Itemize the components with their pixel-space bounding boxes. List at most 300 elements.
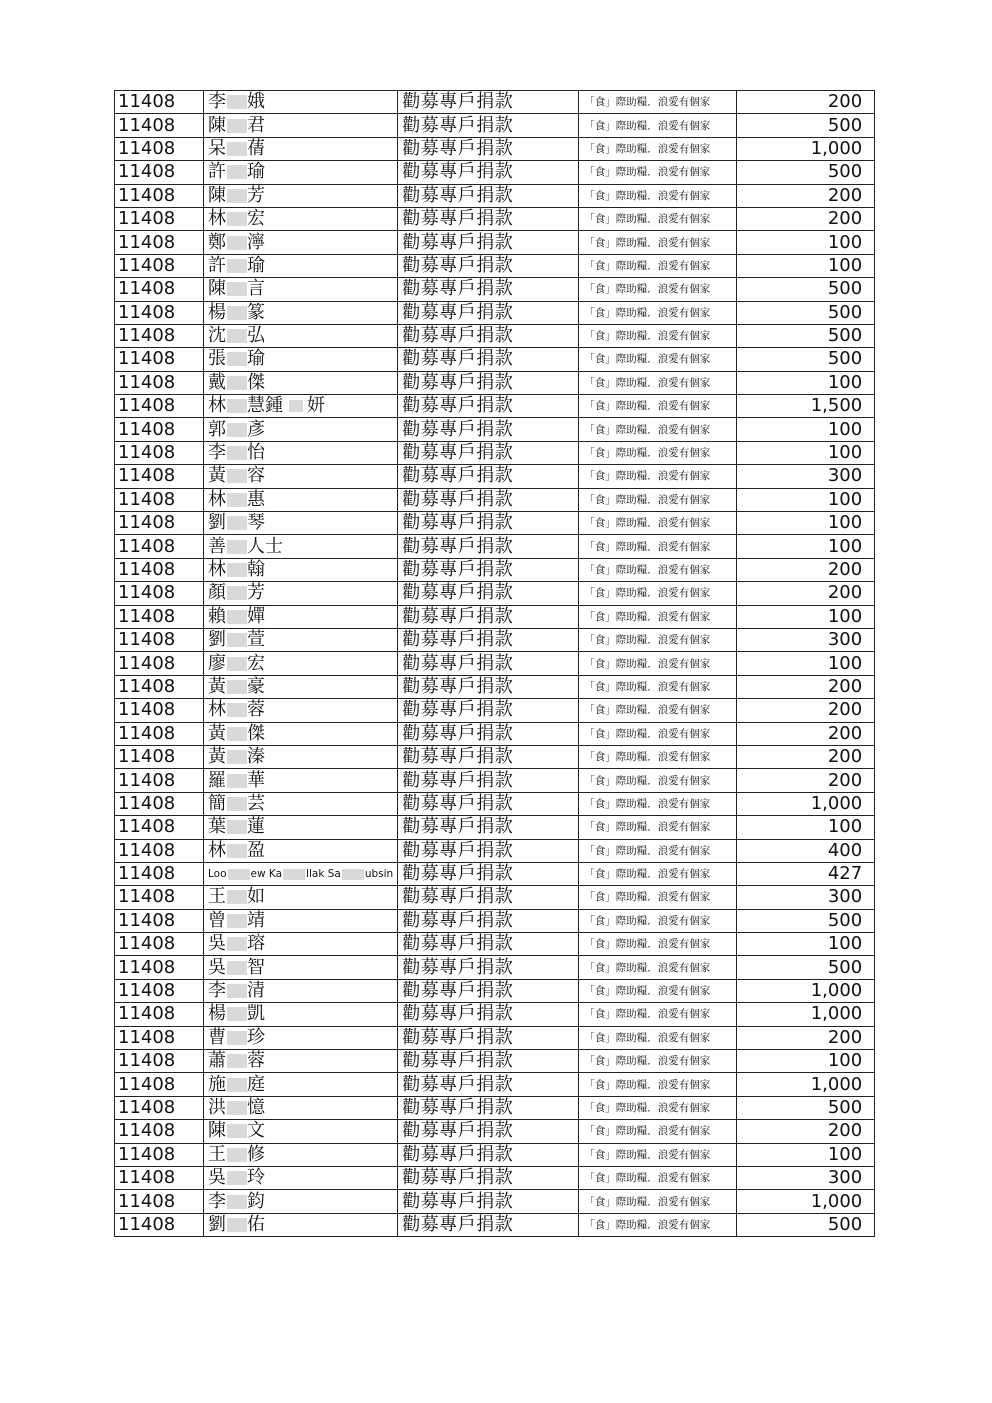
period-cell: 11408 xyxy=(115,1003,204,1026)
donor-surname: 林 xyxy=(208,699,226,721)
period-cell: 11408 xyxy=(115,909,204,932)
donation-type-cell: 勸募專戶捐款 xyxy=(398,745,579,768)
donation-purpose-cell: 「食」際助糧．浪愛有個家 xyxy=(579,231,737,254)
amount-cell: 200 xyxy=(737,1120,875,1143)
redaction-mask xyxy=(227,1195,247,1209)
donor-given-name: 芸 xyxy=(247,792,265,814)
redaction-mask xyxy=(227,1078,247,1092)
donation-purpose-cell: 「食」際助糧．浪愛有個家 xyxy=(579,1143,737,1166)
table-row xyxy=(115,933,875,956)
amount-cell: 400 xyxy=(737,839,875,862)
amount-cell: 300 xyxy=(737,465,875,488)
redaction-mask xyxy=(227,1171,247,1185)
amount-cell: 1,000 xyxy=(737,792,875,815)
donor-name-cell xyxy=(204,1026,398,1049)
donor-surname: 郭 xyxy=(208,418,226,440)
redaction-mask xyxy=(227,1054,247,1068)
donation-type-cell: 勸募專戶捐款 xyxy=(398,722,579,745)
amount-cell: 100 xyxy=(737,371,875,394)
donation-type-cell: 勸募專戶捐款 xyxy=(398,792,579,815)
amount-cell: 200 xyxy=(737,91,875,114)
donation-type-cell: 勸募專戶捐款 xyxy=(398,114,579,137)
donor-name-cell xyxy=(204,137,398,160)
donor-surname: 鄭 xyxy=(208,231,226,253)
redaction-mask xyxy=(227,703,247,717)
donation-purpose-cell: 「食」際助糧．浪愛有個家 xyxy=(579,558,737,581)
donor-surname: 黃 xyxy=(208,465,226,487)
donor-given-name: 溱 xyxy=(247,746,265,768)
donor-name-cell xyxy=(204,582,398,605)
donor-surname: 顏 xyxy=(208,582,226,604)
period-cell: 11408 xyxy=(115,558,204,581)
donation-type-cell: 勸募專戶捐款 xyxy=(398,254,579,277)
redaction-mask xyxy=(227,563,247,577)
donor-surname: 蕭 xyxy=(208,1050,226,1072)
donor-given-name: 蓉 xyxy=(247,699,265,721)
donation-purpose-cell: 「食」際助糧．浪愛有個家 xyxy=(579,582,737,605)
period-cell: 11408 xyxy=(115,231,204,254)
donor-name-cell xyxy=(204,535,398,558)
period-cell: 11408 xyxy=(115,535,204,558)
donor-given-name-extra: 妍 xyxy=(307,395,325,417)
table-row xyxy=(115,114,875,137)
donation-type-cell: 勸募專戶捐款 xyxy=(398,465,579,488)
table-row xyxy=(115,816,875,839)
amount-cell: 100 xyxy=(737,1143,875,1166)
table-row xyxy=(115,745,875,768)
period-cell: 11408 xyxy=(115,979,204,1002)
period-cell: 11408 xyxy=(115,207,204,230)
period-cell: 11408 xyxy=(115,278,204,301)
period-cell: 11408 xyxy=(115,465,204,488)
amount-cell: 500 xyxy=(737,1213,875,1236)
donor-surname: 張 xyxy=(208,348,226,370)
donor-surname: 簡 xyxy=(208,792,226,814)
amount-cell: 300 xyxy=(737,886,875,909)
donor-name-cell xyxy=(204,1050,398,1073)
donor-surname: 陳 xyxy=(208,184,226,206)
donation-purpose-cell: 「食」際助糧．浪愛有個家 xyxy=(579,488,737,511)
redaction-mask xyxy=(227,165,247,179)
donor-name-cell xyxy=(204,956,398,979)
redaction-mask xyxy=(227,352,247,366)
donor-surname: 劉 xyxy=(208,512,226,534)
donation-purpose-cell: 「食」際助糧．浪愛有個家 xyxy=(579,745,737,768)
donation-type-cell: 勸募專戶捐款 xyxy=(398,1120,579,1143)
donation-type-cell: 勸募專戶捐款 xyxy=(398,137,579,160)
donation-purpose-cell: 「食」際助糧．浪愛有個家 xyxy=(579,1120,737,1143)
amount-cell: 100 xyxy=(737,652,875,675)
period-cell: 11408 xyxy=(115,652,204,675)
amount-cell: 100 xyxy=(737,1050,875,1073)
period-cell: 11408 xyxy=(115,862,204,885)
donor-name-cell xyxy=(204,816,398,839)
donor-given-name: 慧鍾 xyxy=(247,395,283,417)
donor-given-name: 濘 xyxy=(247,231,265,253)
donor-given-name: 文 xyxy=(247,1120,265,1142)
donor-surname: 吳 xyxy=(208,1167,226,1189)
table-row xyxy=(115,722,875,745)
donation-purpose-cell: 「食」際助糧．浪愛有個家 xyxy=(579,465,737,488)
donation-type-cell: 勸募專戶捐款 xyxy=(398,348,579,371)
donation-purpose-cell: 「食」際助糧．浪愛有個家 xyxy=(579,628,737,651)
donation-type-cell: 勸募專戶捐款 xyxy=(398,769,579,792)
amount-cell: 200 xyxy=(737,1026,875,1049)
amount-cell: 200 xyxy=(737,207,875,230)
donor-surname: 劉 xyxy=(208,629,226,651)
period-cell: 11408 xyxy=(115,886,204,909)
redaction-mask xyxy=(227,1218,247,1232)
donation-type-cell: 勸募專戶捐款 xyxy=(398,839,579,862)
period-cell: 11408 xyxy=(115,1050,204,1073)
amount-cell: 200 xyxy=(737,769,875,792)
donation-type-cell: 勸募專戶捐款 xyxy=(398,207,579,230)
period-cell: 11408 xyxy=(115,1073,204,1096)
donor-name-part: llak Sa xyxy=(306,868,341,881)
donor-surname: 吳 xyxy=(208,956,226,978)
period-cell: 11408 xyxy=(115,395,204,418)
donation-purpose-cell: 「食」際助糧．浪愛有個家 xyxy=(579,699,737,722)
donor-name-cell xyxy=(204,1120,398,1143)
donor-surname: 林 xyxy=(208,395,226,417)
redaction-mask xyxy=(227,633,247,647)
redaction-mask xyxy=(227,820,247,834)
donor-name-cell xyxy=(204,792,398,815)
donor-name-cell xyxy=(204,722,398,745)
donation-type-cell: 勸募專戶捐款 xyxy=(398,956,579,979)
amount-cell: 500 xyxy=(737,301,875,324)
amount-cell: 500 xyxy=(737,1096,875,1119)
table-row xyxy=(115,207,875,230)
donor-given-name: 宏 xyxy=(247,652,265,674)
redaction-mask xyxy=(227,119,247,133)
table-row xyxy=(115,839,875,862)
donor-name-cell xyxy=(204,278,398,301)
redaction-mask xyxy=(227,540,247,554)
table-row xyxy=(115,418,875,441)
donation-purpose-cell: 「食」際助糧．浪愛有個家 xyxy=(579,652,737,675)
donation-type-cell: 勸募專戶捐款 xyxy=(398,395,579,418)
donation-purpose-cell: 「食」際助糧．浪愛有個家 xyxy=(579,161,737,184)
table-row xyxy=(115,862,875,885)
donor-name-cell xyxy=(204,254,398,277)
donor-given-name: 如 xyxy=(247,886,265,908)
donor-given-name: 修 xyxy=(247,1143,265,1165)
donation-type-cell: 勸募專戶捐款 xyxy=(398,512,579,535)
redaction-mask xyxy=(342,869,364,880)
donor-surname: 陳 xyxy=(208,278,226,300)
table-row xyxy=(115,348,875,371)
redaction-mask xyxy=(227,469,247,483)
period-cell: 11408 xyxy=(115,1120,204,1143)
table-row xyxy=(115,161,875,184)
period-cell: 11408 xyxy=(115,956,204,979)
period-cell: 11408 xyxy=(115,816,204,839)
donor-given-name: 容 xyxy=(247,465,265,487)
redaction-mask xyxy=(227,890,247,904)
donor-name-cell xyxy=(204,1190,398,1213)
table-row xyxy=(115,1073,875,1096)
table-row xyxy=(115,535,875,558)
donor-given-name: 凱 xyxy=(247,1003,265,1025)
donor-given-name: 靖 xyxy=(247,909,265,931)
donor-name-cell xyxy=(204,558,398,581)
redaction-mask xyxy=(227,282,247,296)
redaction-mask xyxy=(227,610,247,624)
donation-purpose-cell: 「食」際助糧．浪愛有個家 xyxy=(579,1050,737,1073)
table-row xyxy=(115,1050,875,1073)
donation-purpose-cell: 「食」際助糧．浪愛有個家 xyxy=(579,114,737,137)
donation-purpose-cell: 「食」際助糧．浪愛有個家 xyxy=(579,1190,737,1213)
redaction-mask xyxy=(227,142,247,156)
period-cell: 11408 xyxy=(115,114,204,137)
donor-surname: 呆 xyxy=(208,137,226,159)
donor-name-cell xyxy=(204,1003,398,1026)
table-row xyxy=(115,558,875,581)
donor-given-name: 瑜 xyxy=(247,348,265,370)
amount-cell: 1,500 xyxy=(737,395,875,418)
donation-type-cell: 勸募專戶捐款 xyxy=(398,816,579,839)
donation-type-cell: 勸募專戶捐款 xyxy=(398,371,579,394)
table-row xyxy=(115,979,875,1002)
amount-cell: 100 xyxy=(737,512,875,535)
donor-name-cell xyxy=(204,231,398,254)
donation-table-body xyxy=(115,91,875,1237)
redaction-mask xyxy=(227,95,247,109)
donation-purpose-cell: 「食」際助糧．浪愛有個家 xyxy=(579,956,737,979)
donor-surname: 善 xyxy=(208,535,226,557)
redaction-mask xyxy=(227,329,247,343)
donor-given-name: 惠 xyxy=(247,488,265,510)
donor-name-cell xyxy=(204,371,398,394)
table-row xyxy=(115,91,875,114)
period-cell: 11408 xyxy=(115,839,204,862)
table-row xyxy=(115,628,875,651)
donation-type-cell: 勸募專戶捐款 xyxy=(398,605,579,628)
donation-purpose-cell: 「食」際助糧．浪愛有個家 xyxy=(579,1096,737,1119)
donor-surname: 曾 xyxy=(208,909,226,931)
period-cell: 11408 xyxy=(115,933,204,956)
table-row xyxy=(115,1026,875,1049)
amount-cell: 427 xyxy=(737,862,875,885)
donation-type-cell: 勸募專戶捐款 xyxy=(398,1213,579,1236)
donor-surname: 王 xyxy=(208,1143,226,1165)
table-row xyxy=(115,231,875,254)
amount-cell: 100 xyxy=(737,488,875,511)
table-row xyxy=(115,886,875,909)
redaction-mask xyxy=(227,727,247,741)
amount-cell: 500 xyxy=(737,278,875,301)
donation-purpose-cell: 「食」際助糧．浪愛有個家 xyxy=(579,184,737,207)
amount-cell: 200 xyxy=(737,699,875,722)
donation-purpose-cell: 「食」際助糧．浪愛有個家 xyxy=(579,839,737,862)
donor-given-name: 宏 xyxy=(247,208,265,230)
period-cell: 11408 xyxy=(115,512,204,535)
donor-name-cell xyxy=(204,628,398,651)
donor-name-cell xyxy=(204,745,398,768)
table-row xyxy=(115,184,875,207)
donation-purpose-cell: 「食」際助糧．浪愛有個家 xyxy=(579,348,737,371)
donor-name-cell xyxy=(204,862,398,885)
donor-name-cell xyxy=(204,161,398,184)
donor-surname: 葉 xyxy=(208,816,226,838)
redaction-mask xyxy=(227,961,247,975)
table-row xyxy=(115,137,875,160)
redaction-mask xyxy=(227,586,247,600)
donation-purpose-cell: 「食」際助糧．浪愛有個家 xyxy=(579,1003,737,1026)
redaction-mask xyxy=(227,423,247,437)
amount-cell: 500 xyxy=(737,114,875,137)
donor-name-cell xyxy=(204,348,398,371)
period-cell: 11408 xyxy=(115,1213,204,1236)
donation-purpose-cell: 「食」際助糧．浪愛有個家 xyxy=(579,675,737,698)
period-cell: 11408 xyxy=(115,792,204,815)
amount-cell: 100 xyxy=(737,254,875,277)
table-row xyxy=(115,512,875,535)
donation-list-sheet xyxy=(114,90,875,1237)
donation-purpose-cell: 「食」際助糧．浪愛有個家 xyxy=(579,137,737,160)
donor-surname: 林 xyxy=(208,839,226,861)
period-cell: 11408 xyxy=(115,745,204,768)
donation-purpose-cell: 「食」際助糧．浪愛有個家 xyxy=(579,1166,737,1189)
donor-name-cell xyxy=(204,301,398,324)
period-cell: 11408 xyxy=(115,348,204,371)
redaction-mask xyxy=(227,1148,247,1162)
donation-purpose-cell: 「食」際助糧．浪愛有個家 xyxy=(579,418,737,441)
donor-given-name: 篆 xyxy=(247,301,265,323)
donation-purpose-cell: 「食」際助糧．浪愛有個家 xyxy=(579,441,737,464)
donor-given-name: 庭 xyxy=(247,1073,265,1095)
amount-cell: 500 xyxy=(737,348,875,371)
amount-cell: 200 xyxy=(737,675,875,698)
donor-surname: 楊 xyxy=(208,301,226,323)
donor-name-cell xyxy=(204,512,398,535)
redaction-mask xyxy=(227,306,247,320)
donation-type-cell: 勸募專戶捐款 xyxy=(398,324,579,347)
table-row xyxy=(115,254,875,277)
donor-surname: 沈 xyxy=(208,325,226,347)
amount-cell: 500 xyxy=(737,956,875,979)
donor-surname: 許 xyxy=(208,254,226,276)
donor-given-name: 翰 xyxy=(247,559,265,580)
donor-given-name: 傑 xyxy=(247,371,265,393)
donor-name-cell xyxy=(204,933,398,956)
redaction-mask xyxy=(227,446,247,460)
amount-cell: 1,000 xyxy=(737,979,875,1002)
donor-name-cell xyxy=(204,488,398,511)
donor-surname: 李 xyxy=(208,91,226,113)
amount-cell: 100 xyxy=(737,231,875,254)
amount-cell: 500 xyxy=(737,161,875,184)
table-row xyxy=(115,278,875,301)
table-row xyxy=(115,675,875,698)
redaction-mask xyxy=(227,750,247,764)
donation-type-cell: 勸募專戶捐款 xyxy=(398,488,579,511)
donor-surname: 王 xyxy=(208,886,226,908)
redaction-mask xyxy=(289,400,303,412)
donation-type-cell: 勸募專戶捐款 xyxy=(398,1073,579,1096)
redaction-mask xyxy=(227,1124,247,1138)
amount-cell: 300 xyxy=(737,628,875,651)
donor-name-part: ew Ka xyxy=(250,868,283,881)
redaction-mask xyxy=(227,212,247,226)
donation-purpose-cell: 「食」際助糧．浪愛有個家 xyxy=(579,979,737,1002)
redaction-mask xyxy=(227,1101,247,1115)
donor-name-cell xyxy=(204,207,398,230)
donor-given-name: 人士 xyxy=(247,535,283,557)
amount-cell: 300 xyxy=(737,1166,875,1189)
table-row xyxy=(115,488,875,511)
donor-surname: 陳 xyxy=(208,1120,226,1142)
amount-cell: 100 xyxy=(737,605,875,628)
donor-surname: 羅 xyxy=(208,769,226,791)
table-row xyxy=(115,324,875,347)
donor-given-name: 芳 xyxy=(247,582,265,604)
donation-type-cell: 勸募專戶捐款 xyxy=(398,909,579,932)
donor-given-name: 瑜 xyxy=(247,161,265,183)
period-cell: 11408 xyxy=(115,1026,204,1049)
donation-type-cell: 勸募專戶捐款 xyxy=(398,699,579,722)
donor-name-cell xyxy=(204,91,398,114)
table-row xyxy=(115,465,875,488)
donor-given-name: 娥 xyxy=(247,91,265,113)
donor-surname: 廖 xyxy=(208,652,226,674)
donation-type-cell: 勸募專戶捐款 xyxy=(398,675,579,698)
donor-given-name: 蓉 xyxy=(247,1050,265,1072)
table-row xyxy=(115,371,875,394)
donation-type-cell: 勸募專戶捐款 xyxy=(398,652,579,675)
period-cell: 11408 xyxy=(115,628,204,651)
donor-surname: 吳 xyxy=(208,933,226,955)
donation-purpose-cell: 「食」際助糧．浪愛有個家 xyxy=(579,886,737,909)
donor-name-cell xyxy=(204,979,398,1002)
donor-surname: 許 xyxy=(208,161,226,183)
donation-type-cell: 勸募專戶捐款 xyxy=(398,231,579,254)
table-row xyxy=(115,652,875,675)
donor-given-name: 琴 xyxy=(247,512,265,534)
table-row xyxy=(115,1120,875,1143)
redaction-mask xyxy=(227,984,247,998)
amount-cell: 200 xyxy=(737,745,875,768)
period-cell: 11408 xyxy=(115,371,204,394)
amount-cell: 100 xyxy=(737,933,875,956)
donor-surname: 李 xyxy=(208,1190,226,1212)
donation-purpose-cell: 「食」際助糧．浪愛有個家 xyxy=(579,254,737,277)
donor-surname: 曹 xyxy=(208,1026,226,1048)
donor-name-part: ubsin xyxy=(364,868,394,881)
redaction-mask xyxy=(227,680,247,694)
donor-surname: 賴 xyxy=(208,605,226,627)
donor-surname: 黃 xyxy=(208,675,226,697)
redaction-mask xyxy=(227,657,247,671)
donation-purpose-cell: 「食」際助糧．浪愛有個家 xyxy=(579,395,737,418)
redaction-mask xyxy=(228,869,250,880)
donor-given-name: 君 xyxy=(247,114,265,136)
period-cell: 11408 xyxy=(115,722,204,745)
period-cell: 11408 xyxy=(115,675,204,698)
donation-purpose-cell: 「食」際助糧．浪愛有個家 xyxy=(579,909,737,932)
period-cell: 11408 xyxy=(115,488,204,511)
amount-cell: 500 xyxy=(737,324,875,347)
redaction-mask xyxy=(227,399,247,413)
redaction-mask xyxy=(227,937,247,951)
table-row xyxy=(115,792,875,815)
donor-given-name: 傑 xyxy=(247,722,265,744)
donation-purpose-cell: 「食」際助糧．浪愛有個家 xyxy=(579,301,737,324)
donation-type-cell: 勸募專戶捐款 xyxy=(398,301,579,324)
donation-type-cell: 勸募專戶捐款 xyxy=(398,886,579,909)
table-row xyxy=(115,909,875,932)
